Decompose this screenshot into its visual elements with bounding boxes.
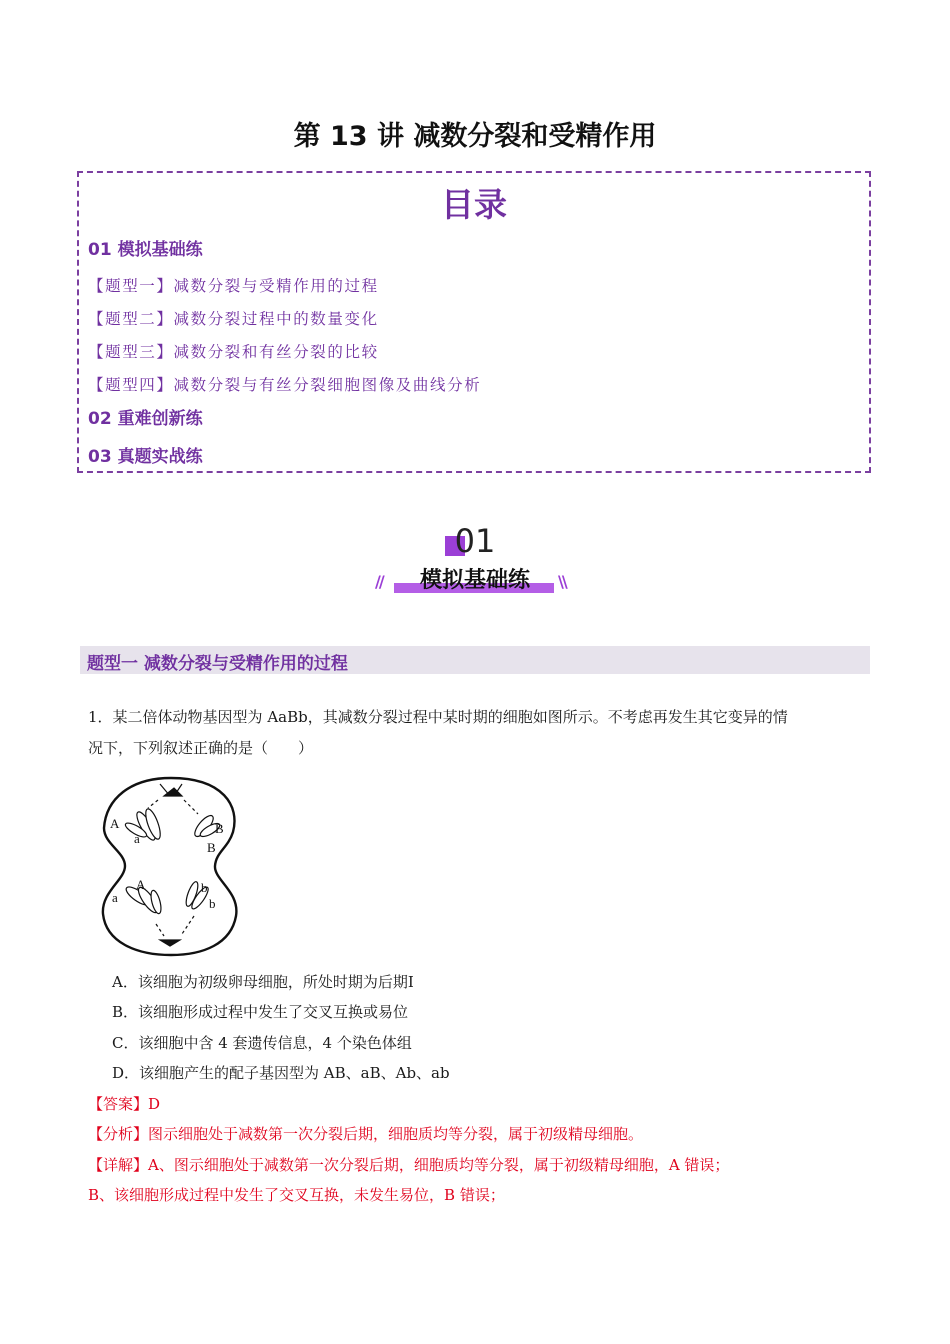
gene-label-upper-B1: B [215, 821, 224, 836]
lower-spindle [156, 916, 194, 946]
toc-heading: 目录 [441, 185, 507, 224]
answer-line: 【答案】D [88, 1095, 161, 1113]
badge-number: 01 [454, 522, 496, 560]
table-of-contents [77, 171, 871, 473]
type-heading-text: 题型一 减数分裂与受精作用的过程 [87, 654, 348, 674]
toc-section-1[interactable]: 01 模拟基础练 [88, 240, 203, 260]
gene-label-lower-b2: b [209, 896, 216, 911]
toc-section-3[interactable]: 03 真题实战练 [88, 447, 203, 467]
option-a: A．该细胞为初级卵母细胞，所处时期为后期Ⅰ [112, 973, 414, 991]
badge-label: 模拟基础练 [419, 568, 530, 593]
gene-label-lower-a: a [112, 890, 118, 905]
toc-item-type-2[interactable]: 【题型二】减数分裂过程中的数量变化 [88, 310, 379, 328]
page-title: 第 13 讲 减数分裂和受精作用 [293, 121, 657, 152]
gene-label-lower-b1: b [201, 880, 208, 895]
gene-label-upper-a: a [134, 831, 140, 846]
detail-line-1: 【详解】A、图示细胞处于减数第一次分裂后期，细胞质均等分裂，属于初级精母细胞，A 错误； [88, 1156, 730, 1174]
section-badge [375, 522, 570, 602]
gene-label-upper-B2: B [207, 840, 216, 855]
option-b: B．该细胞形成过程中发生了交叉互换或易位 [112, 1003, 409, 1021]
toc-item-type-3[interactable]: 【题型三】减数分裂和有丝分裂的比较 [88, 343, 379, 361]
upper-spindle [148, 784, 198, 814]
cell-membrane [103, 778, 237, 955]
upper-left-chromosomes [124, 807, 164, 842]
question-text-line-2: 况下，下列叙述正确的是（ ） [88, 739, 314, 757]
toc-item-type-4[interactable]: 【题型四】减数分裂与有丝分裂细胞图像及曲线分析 [88, 376, 482, 394]
option-d: D．该细胞产生的配子基因型为 AB、aB、Ab、ab [112, 1064, 450, 1082]
type-heading-bar [80, 646, 870, 674]
question-text-line-1: 1．某二倍体动物基因型为 AaBb，其减数分裂过程中某时期的细胞如图所示。不考虑再发生其它变异的情 [88, 708, 788, 726]
gene-label-lower-A: A [136, 877, 146, 892]
gene-label-upper-A: A [110, 816, 120, 831]
analysis-line: 【分析】图示细胞处于减数第一次分裂后期，细胞质均等分裂，属于初级精母细胞。 [88, 1125, 644, 1143]
toc-item-type-1[interactable]: 【题型一】减数分裂与受精作用的过程 [88, 277, 379, 295]
detail-line-2: B、该细胞形成过程中发生了交叉互换，未发生易位，B 错误； [88, 1186, 505, 1204]
badge-left-slashes: // [375, 572, 383, 591]
toc-section-2[interactable]: 02 重难创新练 [88, 409, 203, 429]
option-c: C．该细胞中含 4 套遗传信息，4 个染色体组 [112, 1034, 412, 1052]
badge-right-slashes: \\ [558, 572, 566, 591]
cell-division-figure [98, 774, 244, 958]
